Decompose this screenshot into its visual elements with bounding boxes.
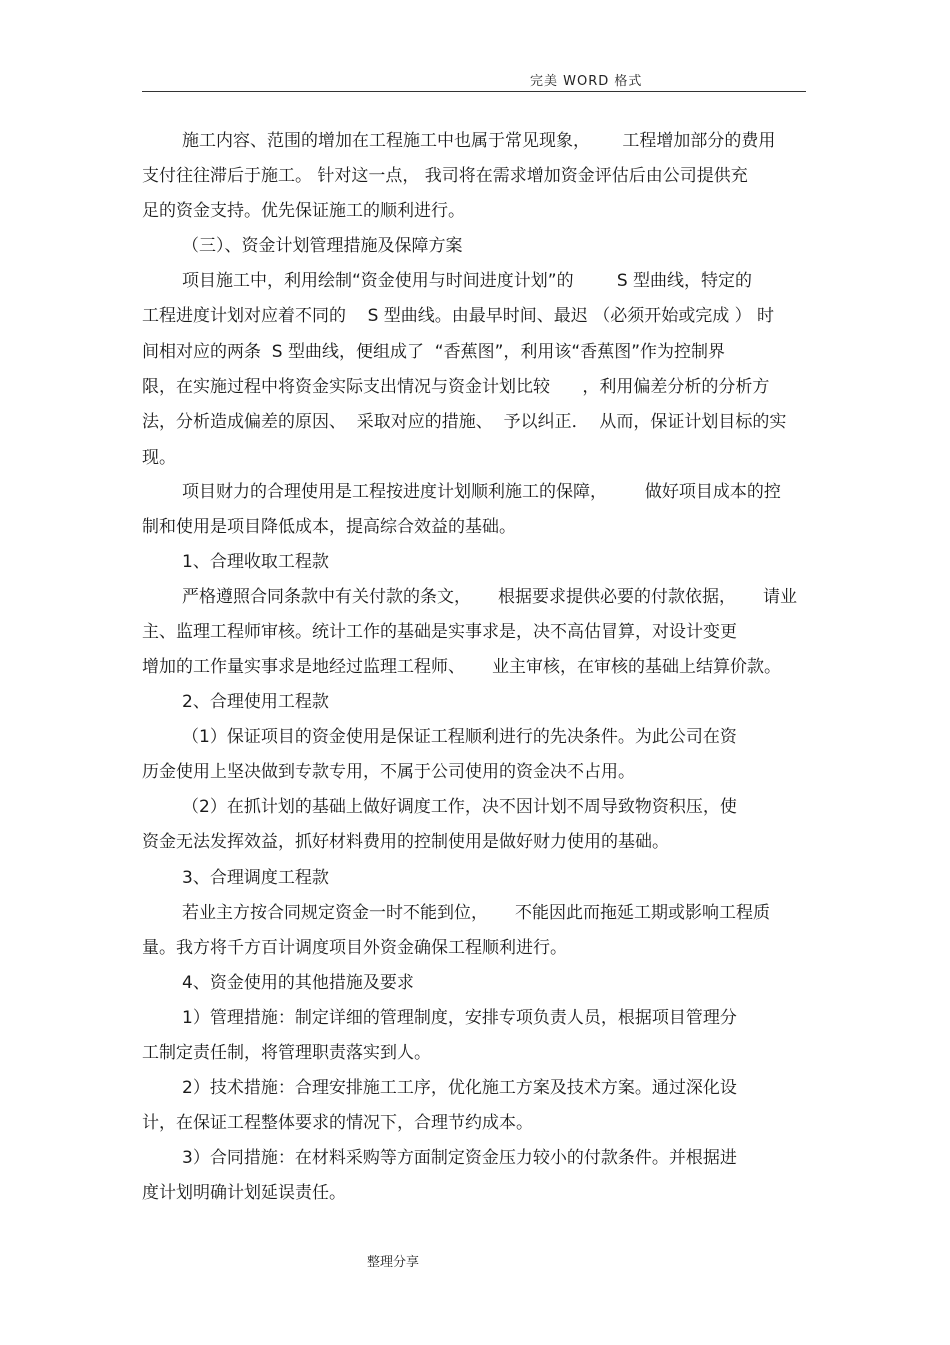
- paragraph-line: 严格遵照合同条款中有关付款的条文， 根据要求提供必要的付款依据， 请业: [182, 587, 798, 607]
- header-divider: [142, 91, 806, 92]
- paragraph-line: 现。: [142, 448, 176, 468]
- paragraph-line: 工制定责任制，将管理职责落实到人。: [142, 1043, 431, 1063]
- paragraph-line: 2）技术措施：合理安排施工工序，优化施工方案及技术方案。通过深化设: [182, 1078, 737, 1098]
- paragraph-line: 间相对应的两条 S 型曲线，便组成了 “香蕉图”，利用该“香蕉图”作为控制界: [142, 342, 726, 362]
- paragraph-line: （1）保证项目的资金使用是保证工程顺利进行的先决条件。为此公司在资: [182, 727, 737, 747]
- paragraph-line: 限，在实施过程中将资金实际支出情况与资金计划比较 ，利用偏差分析的分析方: [142, 377, 770, 397]
- page-footer: 整理分享: [367, 1255, 420, 1270]
- paragraph-line: 资金无法发挥效益，抓好材料费用的控制使用是做好财力使用的基础。: [142, 832, 669, 852]
- paragraph-line: 增加的工作量实事求是地经过监理工程师、 业主审核，在审核的基础上结算价款。: [142, 657, 782, 677]
- subsection-heading: 2、合理使用工程款: [182, 692, 329, 712]
- subsection-heading: 3、合理调度工程款: [182, 868, 329, 888]
- paragraph-line: 历金使用上坚决做到专款专用，不属于公司使用的资金决不占用。: [142, 762, 635, 782]
- paragraph-line: 支付往往滞后于施工。 针对这一点， 我司将在需求增加资金评估后由公司提供充: [142, 166, 748, 186]
- paragraph-line: 法，分析造成偏差的原因、 采取对应的措施、 予以纠正． 从而，保证计划目标的实: [142, 412, 787, 432]
- paragraph-line: 项目财力的合理使用是工程按进度计划顺利施工的保障， 做好项目成本的控: [182, 482, 781, 502]
- subsection-heading: 1、合理收取工程款: [182, 552, 329, 572]
- paragraph-line: 若业主方按合同规定资金一时不能到位， 不能因此而拖延工期或影响工程质: [182, 903, 771, 923]
- paragraph-line: 度计划明确计划延误责任。: [142, 1183, 346, 1203]
- paragraph-line: 量。我方将千方百计调度项目外资金确保工程顺利进行。: [142, 938, 567, 958]
- paragraph-line: 施工内容、范围的增加在工程施工中也属于常见现象， 工程增加部分的费用: [182, 131, 776, 151]
- paragraph-line: （2）在抓计划的基础上做好调度工作，决不因计划不周导致物资积压，使: [182, 797, 737, 817]
- paragraph-line: 项目施工中，利用绘制“资金使用与时间进度计划”的 S 型曲线，特定的: [182, 271, 753, 291]
- paragraph-line: 3）合同措施：在材料采购等方面制定资金压力较小的付款条件。并根据进: [182, 1148, 737, 1168]
- paragraph-line: 足的资金支持。优先保证施工的顺利进行。: [142, 201, 465, 221]
- paragraph-line: 计，在保证工程整体要求的情况下，合理节约成本。: [142, 1113, 533, 1133]
- paragraph-line: 工程进度计划对应着不同的 S 型曲线。由最早时间、最迟 （必须开始或完成 ） 时: [142, 306, 775, 326]
- subsection-heading: 4、资金使用的其他措施及要求: [182, 973, 414, 993]
- paragraph-line: 制和使用是项目降低成本，提高综合效益的基础。: [142, 517, 516, 537]
- paragraph-line: 1）管理措施：制定详细的管理制度，安排专项负责人员，根据项目管理分: [182, 1008, 737, 1028]
- header-title: 完美 WORD 格式: [530, 74, 643, 89]
- section-heading: （三）、资金计划管理措施及保障方案: [182, 236, 463, 256]
- paragraph-line: 主、监理工程师审核。统计工作的基础是实事求是，决不高估冒算，对设计变更: [142, 622, 737, 642]
